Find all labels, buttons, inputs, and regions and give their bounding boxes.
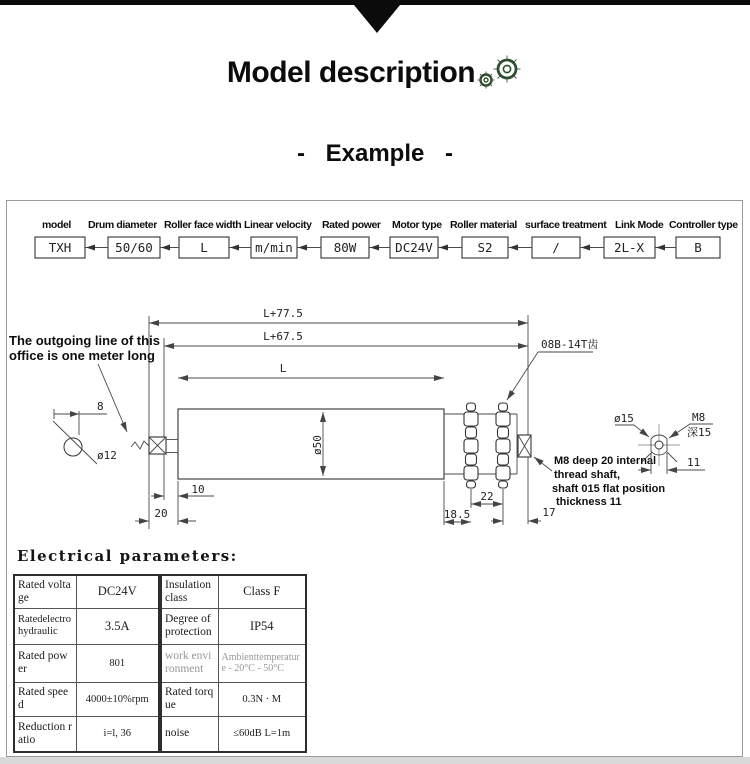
model-value: 2L-X — [613, 240, 645, 255]
model-value: / — [552, 240, 560, 255]
dim-10: 10 — [191, 483, 205, 496]
model-value: L — [200, 240, 208, 255]
param-value: 4000±10%rpm — [76, 682, 160, 716]
param-value: 0.3N · M — [218, 682, 306, 716]
dim-20: 20 — [154, 507, 168, 520]
left-note-line1: The outgoing line of this — [9, 333, 160, 348]
param-label: Rated power — [14, 644, 76, 682]
sprocket-label: 08B-14T齿 — [541, 338, 599, 351]
model-header: Roller material — [450, 219, 517, 231]
model-connectors — [85, 245, 676, 251]
electrical-table — [13, 574, 307, 753]
right-note-line3: shaft 015 flat position — [552, 483, 666, 495]
model-header: Rated power — [322, 219, 381, 231]
dim-cable-offset: 8 — [97, 400, 104, 413]
sprocket — [464, 403, 478, 488]
model-header: Controller type — [669, 219, 738, 231]
model-header: model — [42, 219, 71, 231]
cable-detail — [53, 400, 117, 464]
left-bearing — [149, 437, 178, 454]
model-value: m/min — [255, 240, 293, 255]
table-row — [14, 644, 306, 682]
param-value: IP54 — [218, 608, 306, 644]
dim-shaft-diameter: ø15 — [614, 412, 634, 425]
bottom-dimensions — [135, 483, 556, 522]
table-row — [14, 608, 306, 644]
model-value: DC24V — [395, 240, 433, 255]
param-value: i=l, 36 — [76, 716, 160, 752]
param-label: Insulation class — [160, 575, 218, 608]
dim-flat-width: 11 — [687, 456, 701, 469]
dim-inner-length: L+67.5 — [263, 330, 303, 343]
right-bearing — [518, 435, 531, 457]
dim-thread: M8 — [692, 411, 706, 424]
param-value: DC24V — [76, 575, 160, 608]
param-value: Class F — [218, 575, 306, 608]
content-panel — [6, 200, 743, 757]
model-header: Drum diameter — [88, 219, 157, 231]
dim-cable-diameter: ø12 — [97, 449, 117, 462]
param-label: Rated voltage — [14, 575, 76, 608]
param-label: Rated speed — [14, 682, 76, 716]
down-triangle-icon — [354, 5, 400, 33]
left-note-line2: office is one meter long — [9, 348, 155, 363]
param-label: Rated torque — [160, 682, 218, 716]
table-row — [14, 716, 306, 752]
model-header: Linear velocity — [244, 219, 312, 231]
tech-drawing — [7, 296, 742, 551]
model-value: 50/60 — [115, 240, 153, 255]
gear-icons — [477, 52, 523, 94]
model-value: 80W — [333, 240, 357, 255]
electrical-heading: Electrical parameters: — [17, 547, 238, 565]
page-title: Model description — [226, 56, 476, 89]
subtitle-example: - Example - — [296, 140, 454, 167]
model-header: Link Mode — [615, 219, 664, 231]
dim-17: 17 — [542, 506, 556, 519]
table-row — [14, 575, 306, 608]
bottom-gray-strip — [0, 757, 750, 764]
param-label: Degree of protection — [160, 608, 218, 644]
param-label: noise — [160, 716, 218, 752]
dim-total-length: L+77.5 — [263, 307, 303, 320]
param-value: Ambienttemperature - 20°C - 50°C — [218, 644, 306, 682]
model-value: TXH — [48, 240, 72, 255]
model-header: surface treatment — [525, 219, 607, 231]
gear-icon-small — [478, 72, 495, 89]
param-label: Ratedelectro hydraulic — [14, 608, 76, 644]
param-value: 3.5A — [76, 608, 160, 644]
table-row — [14, 682, 306, 716]
dim-roller-diameter: ø50 — [311, 435, 324, 455]
title-row — [0, 52, 750, 94]
model-flow-diagram — [7, 201, 742, 265]
param-value: 801 — [76, 644, 160, 682]
model-value: B — [694, 240, 702, 255]
dim-face-length: L — [279, 362, 287, 375]
param-label: work environment — [160, 644, 218, 682]
model-value: S2 — [477, 240, 493, 255]
gear-icon-large — [494, 56, 521, 83]
dim-thread-depth: 深15 — [687, 426, 712, 439]
right-note-line4: thickness 11 — [556, 496, 622, 508]
model-header: Motor type — [392, 219, 442, 231]
sprocket — [496, 403, 510, 488]
model-header: Roller face width — [164, 219, 242, 231]
dim-22: 22 — [480, 490, 494, 503]
right-note-line1: M8 deep 20 internal — [554, 455, 657, 467]
param-value: ≤60dB L=1m — [218, 716, 306, 752]
cable-squiggle — [131, 441, 149, 449]
right-note-line2: thread shaft, — [554, 469, 621, 481]
param-label: Reduction ratio — [14, 716, 76, 752]
dim-18-5: 18.5 — [443, 508, 471, 521]
